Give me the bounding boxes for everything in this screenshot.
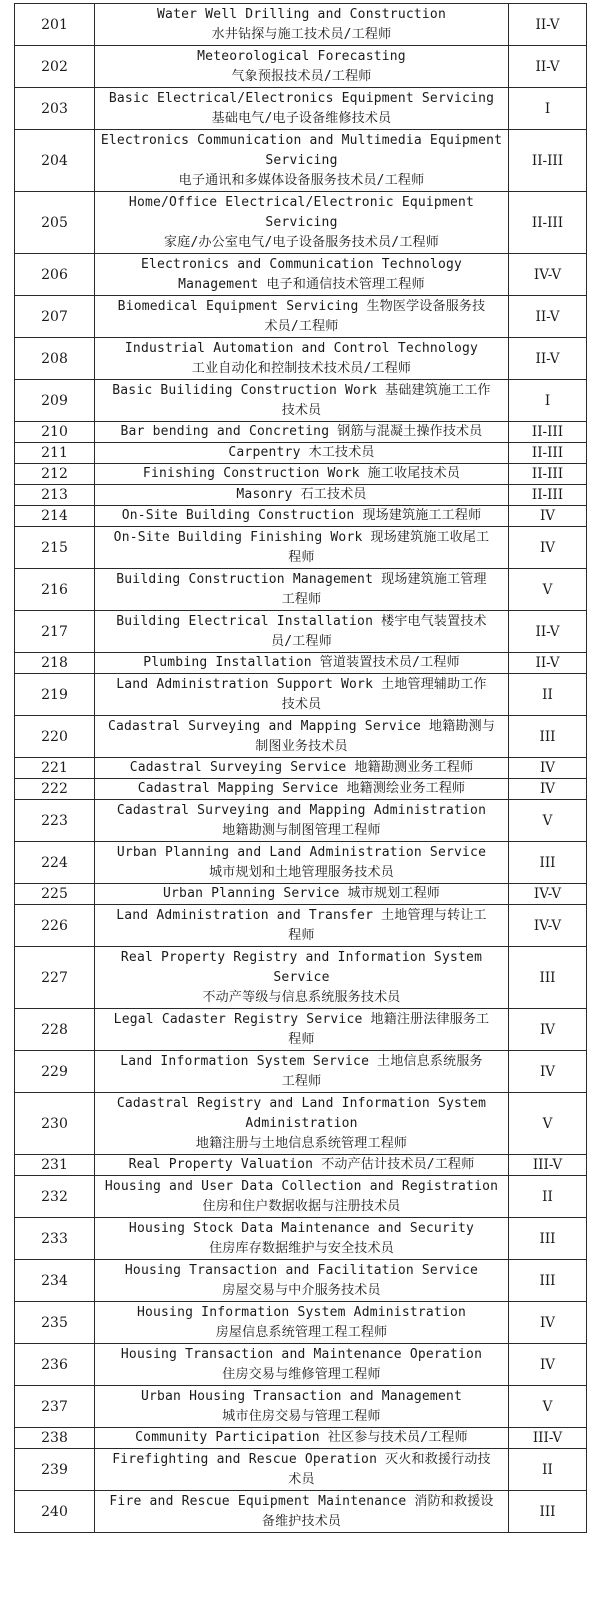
occupation-number: 237 [15, 1386, 95, 1428]
table-row [15, 842, 587, 884]
table-row [15, 1051, 587, 1093]
occupation-level: IV [509, 527, 587, 569]
occupation-level: V [509, 1093, 587, 1155]
occupation-level: I [509, 88, 587, 130]
occupation-title: Building Construction Management 现场建筑施工管理 工程师 [95, 569, 509, 611]
occupation-title: Cadastral Surveying and Mapping Administration 地籍勘测与制图管理工程师 [95, 800, 509, 842]
occupation-title: Land Administration and Transfer 土地管理与转让工 程师 [95, 905, 509, 947]
occupation-number: 203 [15, 88, 95, 130]
table-row [15, 443, 587, 464]
occupation-number: 238 [15, 1428, 95, 1449]
occupation-title: Firefighting and Rescue Operation 灭火和救援行动技 术员 [95, 1449, 509, 1491]
table-row [15, 716, 587, 758]
occupation-level: III [509, 947, 587, 1009]
occupation-title: Biomedical Equipment Servicing 生物医学设备服务技 术员/工程师 [95, 296, 509, 338]
occupation-number: 239 [15, 1449, 95, 1491]
occupation-level: II-III [509, 443, 587, 464]
occupation-number: 208 [15, 338, 95, 380]
occupation-number: 211 [15, 443, 95, 464]
occupation-title: Fire and Rescue Equipment Maintenance 消防和救援设 备维护技术员 [95, 1491, 509, 1533]
occupation-level: II [509, 674, 587, 716]
occupation-level: IV [509, 1051, 587, 1093]
table-row [15, 1491, 587, 1533]
occupation-level: V [509, 1386, 587, 1428]
table-row [15, 130, 587, 192]
table-row [15, 1260, 587, 1302]
occupation-level: II-V [509, 611, 587, 653]
occupation-number: 214 [15, 506, 95, 527]
occupation-level: V [509, 800, 587, 842]
occupation-level: IV-V [509, 905, 587, 947]
occupation-title: Real Property Valuation 不动产估计技术员/工程师 [95, 1155, 509, 1176]
occupation-level: II [509, 1176, 587, 1218]
table-row [15, 674, 587, 716]
table-row [15, 1218, 587, 1260]
occupation-number: 227 [15, 947, 95, 1009]
occupation-number: 210 [15, 422, 95, 443]
occupation-level: II-V [509, 338, 587, 380]
occupation-title: Masonry 石工技术员 [95, 485, 509, 506]
occupation-title: Urban Planning Service 城市规划工程师 [95, 884, 509, 905]
occupation-level: III [509, 1260, 587, 1302]
occupation-number: 216 [15, 569, 95, 611]
occupation-number: 209 [15, 380, 95, 422]
occupation-title: Water Well Drilling and Construction 水井钻探与施工技术员/工程师 [95, 4, 509, 46]
occupation-title: Finishing Construction Work 施工收尾技术员 [95, 464, 509, 485]
occupation-level: IV [509, 506, 587, 527]
table-row [15, 1449, 587, 1491]
occupation-level: II-V [509, 296, 587, 338]
occupation-level: II-V [509, 4, 587, 46]
table-row [15, 46, 587, 88]
occupation-level: III-V [509, 1428, 587, 1449]
table-row [15, 464, 587, 485]
table-row [15, 1093, 587, 1155]
table-row [15, 611, 587, 653]
occupation-level: II-V [509, 653, 587, 674]
occupation-number: 218 [15, 653, 95, 674]
occupation-title: Bar bending and Concreting 钢筋与混凝土操作技术员 [95, 422, 509, 443]
occupation-level: IV [509, 758, 587, 779]
occupation-level: II-III [509, 422, 587, 443]
occupation-title: Community Participation 社区参与技术员/工程师 [95, 1428, 509, 1449]
occupation-title: Land Information System Service 土地信息系统服务 工程师 [95, 1051, 509, 1093]
table-row [15, 1344, 587, 1386]
occupation-title: Industrial Automation and Control Technology 工业自动化和控制技术技术员/工程师 [95, 338, 509, 380]
table-row [15, 947, 587, 1009]
occupation-level: IV [509, 1009, 587, 1051]
table-row [15, 380, 587, 422]
table-row [15, 338, 587, 380]
occupation-level: IV-V [509, 884, 587, 905]
occupation-level: III [509, 1491, 587, 1533]
occupation-title: Housing and User Data Collection and Registration 住房和住户数据收据与注册技术员 [95, 1176, 509, 1218]
occupation-title: On-Site Building Construction 现场建筑施工工程师 [95, 506, 509, 527]
table-row [15, 88, 587, 130]
occupation-number: 229 [15, 1051, 95, 1093]
table-row [15, 779, 587, 800]
occupation-number: 232 [15, 1176, 95, 1218]
occupation-title: Housing Stock Data Maintenance and Security 住房库存数据维护与安全技术员 [95, 1218, 509, 1260]
table-row [15, 4, 587, 46]
occupation-level: IV [509, 779, 587, 800]
occupation-number: 201 [15, 4, 95, 46]
occupation-title: Electronics and Communication Technology Management 电子和通信技术管理工程师 [95, 254, 509, 296]
occupation-title: Electronics Communication and Multimedia Equipment Servicing 电子通讯和多媒体设备服务技术员/工程师 [95, 130, 509, 192]
occupation-title: On-Site Building Finishing Work 现场建筑施工收尾工 程师 [95, 527, 509, 569]
occupation-number: 219 [15, 674, 95, 716]
occupation-title: Home/Office Electrical/Electronic Equipment Servicing 家庭/办公室电气/电子设备服务技术员/工程师 [95, 192, 509, 254]
occupation-number: 224 [15, 842, 95, 884]
table-row [15, 884, 587, 905]
table-row [15, 296, 587, 338]
occupation-level: II-III [509, 192, 587, 254]
table-row [15, 1386, 587, 1428]
occupation-number: 236 [15, 1344, 95, 1386]
occupation-title: Cadastral Surveying and Mapping Service 地籍勘测与 制图业务技术员 [95, 716, 509, 758]
occupation-title: Urban Housing Transaction and Management 城市住房交易与管理工程师 [95, 1386, 509, 1428]
occupation-level: III-V [509, 1155, 587, 1176]
occupation-level: IV [509, 1302, 587, 1344]
occupation-level: I [509, 380, 587, 422]
occupation-number: 234 [15, 1260, 95, 1302]
occupation-title: Plumbing Installation 管道装置技术员/工程师 [95, 653, 509, 674]
occupation-title: Housing Transaction and Facilitation Service 房屋交易与中介服务技术员 [95, 1260, 509, 1302]
occupation-title: Land Administration Support Work 土地管理辅助工作 技术员 [95, 674, 509, 716]
table-row [15, 653, 587, 674]
table-row [15, 800, 587, 842]
occupation-number: 212 [15, 464, 95, 485]
occupation-title: Housing Transaction and Maintenance Operation 住房交易与维修管理工程师 [95, 1344, 509, 1386]
occupation-number: 202 [15, 46, 95, 88]
table-row [15, 569, 587, 611]
table-row [15, 1176, 587, 1218]
table-row [15, 1009, 587, 1051]
table-row [15, 1428, 587, 1449]
occupation-title: Real Property Registry and Information System Service 不动产等级与信息系统服务技术员 [95, 947, 509, 1009]
occupation-number: 213 [15, 485, 95, 506]
occupation-title: Basic Electrical/Electronics Equipment Servicing 基础电气/电子设备维修技术员 [95, 88, 509, 130]
occupation-level: IV-V [509, 254, 587, 296]
occupation-title: Building Electrical Installation 楼宇电气装置技术 员/工程师 [95, 611, 509, 653]
occupation-level: III [509, 716, 587, 758]
occupation-title: Urban Planning and Land Administration Service 城市规划和土地管理服务技术员 [95, 842, 509, 884]
table-row [15, 485, 587, 506]
occupation-number: 221 [15, 758, 95, 779]
table-row [15, 254, 587, 296]
occupation-number: 231 [15, 1155, 95, 1176]
occupation-level: II-V [509, 46, 587, 88]
occupation-number: 222 [15, 779, 95, 800]
occupation-level: II-III [509, 464, 587, 485]
occupation-title: Cadastral Mapping Service 地籍测绘业务工程师 [95, 779, 509, 800]
table-row [15, 905, 587, 947]
occupation-number: 215 [15, 527, 95, 569]
occupation-number: 206 [15, 254, 95, 296]
occupation-number: 226 [15, 905, 95, 947]
occupation-number: 225 [15, 884, 95, 905]
occupation-level: II [509, 1449, 587, 1491]
table-row [15, 527, 587, 569]
table-row [15, 1302, 587, 1344]
occupation-level: III [509, 1218, 587, 1260]
occupation-title: Housing Information System Administration 房屋信息系统管理工程工程师 [95, 1302, 509, 1344]
occupation-title: Cadastral Surveying Service 地籍勘测业务工程师 [95, 758, 509, 779]
occupation-number: 205 [15, 192, 95, 254]
occupation-table-body [15, 4, 587, 1533]
table-row [15, 192, 587, 254]
occupation-level: V [509, 569, 587, 611]
occupation-table [14, 3, 587, 1533]
table-row [15, 758, 587, 779]
occupation-level: IV [509, 1344, 587, 1386]
table-row [15, 422, 587, 443]
table-row [15, 1155, 587, 1176]
occupation-number: 230 [15, 1093, 95, 1155]
occupation-level: II-III [509, 130, 587, 192]
occupation-level: III [509, 842, 587, 884]
occupation-number: 235 [15, 1302, 95, 1344]
occupation-number: 217 [15, 611, 95, 653]
occupation-level: II-III [509, 485, 587, 506]
occupation-title: Legal Cadaster Registry Service 地籍注册法律服务工 程师 [95, 1009, 509, 1051]
occupation-number: 233 [15, 1218, 95, 1260]
occupation-title: Meteorological Forecasting 气象预报技术员/工程师 [95, 46, 509, 88]
occupation-title: Cadastral Registry and Land Information System Administration 地籍注册与土地信息系统管理工程师 [95, 1093, 509, 1155]
occupation-number: 228 [15, 1009, 95, 1051]
occupation-number: 240 [15, 1491, 95, 1533]
occupation-number: 207 [15, 296, 95, 338]
table-row [15, 506, 587, 527]
occupation-title: Basic Builiding Construction Work 基础建筑施工工作 技术员 [95, 380, 509, 422]
occupation-title: Carpentry 木工技术员 [95, 443, 509, 464]
occupation-number: 220 [15, 716, 95, 758]
occupation-number: 223 [15, 800, 95, 842]
occupation-number: 204 [15, 130, 95, 192]
